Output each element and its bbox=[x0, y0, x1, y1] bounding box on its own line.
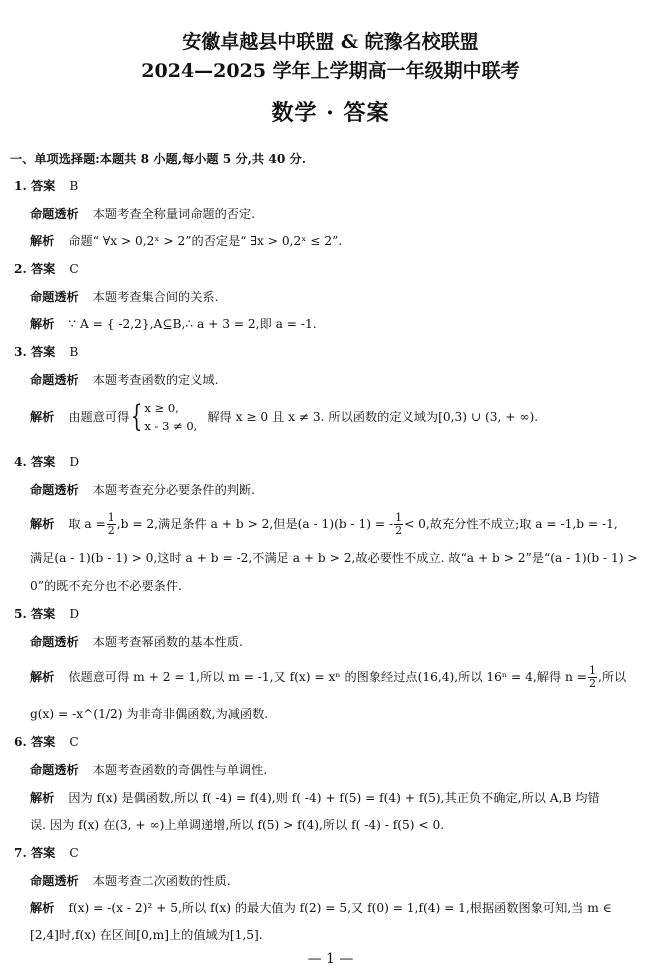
q5-analysis-row bbox=[30, 634, 243, 650]
q3-solution-row bbox=[30, 399, 538, 435]
q1-analysis-label: 命题透析 bbox=[30, 207, 79, 221]
q3-solution-text: 解得 x ≥ 0 且 x ≠ 3. 所以函数的定义域为[0,3) ∪ (3, + ∞). bbox=[207, 410, 539, 424]
q5-solution-row bbox=[30, 664, 626, 690]
q3-solution-label: 解析 bbox=[30, 410, 55, 424]
fraction-denominator: 2 bbox=[107, 524, 115, 537]
q4-solution-text-1: 取 a = bbox=[68, 517, 106, 531]
q2-solution-label: 解析 bbox=[30, 317, 55, 331]
q6-answer: C bbox=[69, 735, 79, 749]
q5-answer-row bbox=[14, 606, 79, 622]
q7-solution-label: 解析 bbox=[30, 901, 55, 915]
q4-answer: D bbox=[69, 455, 80, 469]
q2-answer: C bbox=[69, 262, 79, 276]
q6-number: 6. 答案 bbox=[14, 735, 56, 749]
q1-analysis-row bbox=[30, 206, 255, 222]
q5-solution-line-2: g(x) = -x^(1/2) 为非奇非偶函数,为减函数. bbox=[30, 707, 269, 721]
q3-analysis-label: 命题透析 bbox=[30, 373, 79, 387]
q1-solution-row bbox=[30, 233, 342, 249]
q5-analysis-label: 命题透析 bbox=[30, 635, 79, 649]
header-subject-title: 数学 · 答案 bbox=[271, 100, 390, 126]
q7-analysis-row bbox=[30, 873, 231, 889]
one-half-fraction bbox=[394, 512, 403, 537]
q6-solution-label: 解析 bbox=[30, 791, 55, 805]
q6-answer-row bbox=[14, 734, 79, 750]
q5-number: 5. 答案 bbox=[14, 607, 56, 621]
one-half-fraction bbox=[588, 665, 597, 690]
q4-solution-line-2: 满足(a - 1)(b - 1) > 0,这时 a + b = -2,不满足 a + b > 2,故必要性不成立. 故“a + b > 2”是“(a - 1)(b - 1) > bbox=[30, 551, 638, 565]
q3-system-line-2: x - 3 ≠ 0, bbox=[144, 419, 198, 433]
q4-solution-label: 解析 bbox=[30, 517, 55, 531]
q4-solution-text-2: ,b = 2,满足条件 a + b > 2,但是(a - 1)(b - 1) = - bbox=[116, 517, 394, 531]
fraction-denominator: 2 bbox=[588, 677, 596, 690]
fraction-numerator: 1 bbox=[588, 664, 596, 677]
q7-number: 7. 答案 bbox=[14, 846, 56, 860]
header-title-line-2: 2024—2025 学年上学期高一年级期中联考 bbox=[141, 60, 520, 82]
q5-analysis-text: 本题考查幂函数的基本性质. bbox=[92, 635, 243, 649]
system-brace: { bbox=[131, 399, 143, 434]
q3-system bbox=[144, 399, 197, 435]
q4-answer-row bbox=[14, 454, 79, 470]
q4-analysis-row bbox=[30, 482, 255, 498]
q4-solution-row bbox=[30, 511, 618, 537]
q2-solution-row bbox=[30, 316, 317, 332]
q4-analysis-label: 命题透析 bbox=[30, 483, 79, 497]
q7-solution-text-1: f(x) = -(x - 2)² + 5,所以 f(x) 的最大值为 f(2) = 5,又 f(0) = 1,f(4) = 1,根据函数图象可知,当 m ∈ bbox=[68, 901, 612, 915]
q6-solution-text-1: 因为 f(x) 是偶函数,所以 f( -4) = f(4),则 f( -4) + f(5) = f(4) + f(5),其正负不确定,所以 A,B 均错 bbox=[68, 791, 600, 805]
header-title-line-1: 安徽卓越县中联盟 & 皖豫名校联盟 bbox=[182, 31, 479, 53]
q2-answer-row bbox=[14, 261, 79, 277]
q6-analysis-row bbox=[30, 762, 267, 778]
q2-solution-text: ∵ A = { -2,2},A⊆B,∴ a + 3 = 2,即 a = -1. bbox=[68, 317, 317, 331]
fraction-denominator: 2 bbox=[395, 524, 403, 537]
q1-solution-text: 命题“ ∀x > 0,2ˣ > 2”的否定是“ ∃x > 0,2ˣ ≤ 2”. bbox=[68, 234, 343, 248]
q1-analysis-text: 本题考查全称量词命题的否定. bbox=[92, 207, 256, 221]
fraction-numerator: 1 bbox=[107, 511, 115, 524]
q5-solution-text-2: ,所以 bbox=[597, 670, 627, 684]
page-number: — 1 — bbox=[307, 951, 354, 967]
q7-answer-row bbox=[14, 845, 79, 861]
q1-answer-row bbox=[14, 178, 78, 194]
q6-analysis-label: 命题透析 bbox=[30, 763, 79, 777]
q7-analysis-label: 命题透析 bbox=[30, 874, 79, 888]
q1-solution-label: 解析 bbox=[30, 234, 55, 248]
q4-solution-line-3: 0”的既不充分也不必要条件. bbox=[30, 579, 182, 593]
q7-solution-row bbox=[30, 900, 612, 916]
q2-number: 2. 答案 bbox=[14, 262, 56, 276]
one-half-fraction bbox=[107, 512, 116, 537]
q7-answer: C bbox=[69, 846, 79, 860]
q3-number: 3. 答案 bbox=[14, 345, 56, 359]
section-heading: 一、单项选择题:本题共 8 小题,每小题 5 分,共 40 分. bbox=[10, 152, 306, 166]
q5-solution-label: 解析 bbox=[30, 670, 55, 684]
q1-number: 1. 答案 bbox=[14, 179, 56, 193]
q5-solution-text-1: 依题意可得 m + 2 = 1,所以 m = -1,又 f(x) = xⁿ 的图象经过点(16,4),所以 16ⁿ = 4,解得 n = bbox=[68, 670, 587, 684]
q1-answer: B bbox=[69, 179, 79, 193]
q6-solution-row bbox=[30, 790, 600, 806]
q3-answer-row bbox=[14, 344, 78, 360]
q4-analysis-text: 本题考查充分必要条件的判断. bbox=[92, 483, 256, 497]
q4-solution-text-3: < 0,故充分性不成立;取 a = -1,b = -1, bbox=[404, 517, 618, 531]
q3-system-line-1: x ≥ 0, bbox=[144, 401, 179, 415]
q6-analysis-text: 本题考查函数的奇偶性与单调性. bbox=[92, 763, 268, 777]
q7-solution-line-2: [2,4]时,f(x) 在区间[0,m]上的值域为[1,5]. bbox=[30, 928, 263, 942]
q4-number: 4. 答案 bbox=[14, 455, 56, 469]
q6-solution-line-2: 误. 因为 f(x) 在(3, + ∞)上单调递增,所以 f(5) > f(4),所以 f( -4) - f(5) < 0. bbox=[30, 818, 445, 832]
q3-analysis-row bbox=[30, 372, 219, 388]
q7-analysis-text: 本题考查二次函数的性质. bbox=[92, 874, 231, 888]
q5-answer: D bbox=[69, 607, 80, 621]
q3-answer: B bbox=[69, 345, 79, 359]
q2-analysis-row bbox=[30, 289, 219, 305]
q2-analysis-label: 命题透析 bbox=[30, 290, 79, 304]
q2-analysis-text: 本题考查集合间的关系. bbox=[92, 290, 219, 304]
q3-analysis-text: 本题考查函数的定义域. bbox=[92, 373, 219, 387]
fraction-numerator: 1 bbox=[395, 511, 403, 524]
q3-solution-intro: 由题意可得 bbox=[68, 410, 130, 424]
